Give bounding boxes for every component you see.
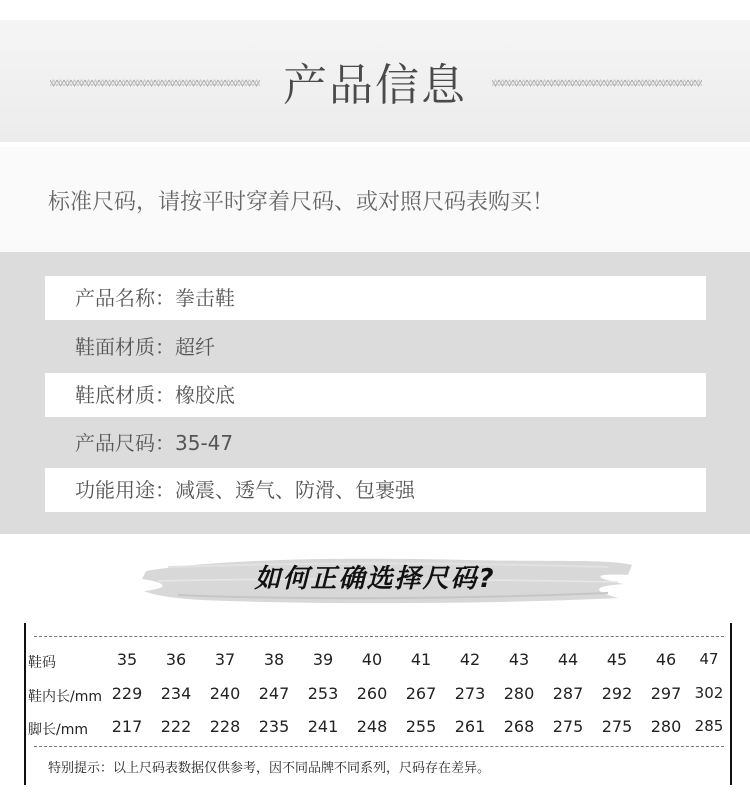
size-cell: 47 [699,650,719,668]
size-cell: 240 [209,684,241,703]
size-cell: 255 [405,717,437,736]
size-row-label: 鞋码 [28,655,56,671]
size-cell: 280 [650,717,682,736]
info-row-name [45,276,706,320]
size-cell: 248 [356,717,388,736]
size-cell: 40 [361,650,383,669]
size-cell: 42 [459,650,481,669]
info-row-function [45,468,706,512]
size-cell: 297 [650,684,682,703]
size-cell: 45 [606,650,628,669]
size-cell: 287 [552,684,584,703]
info-value: 35-47 [175,431,234,455]
size-cell: 292 [601,684,633,703]
info-row-size-range [45,421,706,465]
size-cell: 275 [601,717,633,736]
size-cell: 241 [307,717,339,736]
size-cell: 44 [557,650,579,669]
page-title: 产品信息 [283,60,467,111]
table-divider-bottom [34,746,724,747]
size-cell: 302 [694,684,724,702]
size-cell: 41 [410,650,432,669]
info-value: 减震、透气、防滑、包裹强 [175,478,415,502]
size-cell: 280 [503,684,535,703]
info-label: 产品名称： [75,286,175,310]
info-label: 鞋底材质： [75,383,175,407]
size-cell: 235 [258,717,290,736]
size-note: 特别提示：以上尺码表数据仅供参考，因不同品牌不同系列，尺码存在差异。 [48,761,491,776]
size-cell: 234 [160,684,192,703]
table-frame-right [730,623,732,785]
intro-text: 标准尺码，请按平时穿着尺码、或对照尺码表购买！ [48,190,555,215]
size-cell: 46 [655,650,677,669]
size-cell: 273 [454,684,486,703]
decorative-line-right [492,79,702,87]
size-cell: 268 [503,717,535,736]
size-cell: 228 [209,717,241,736]
size-cell: 35 [116,650,138,669]
size-cell: 43 [508,650,530,669]
size-cell: 261 [454,717,486,736]
size-cell: 36 [165,650,187,669]
size-cell: 247 [258,684,290,703]
size-cell: 222 [160,717,192,736]
size-cell: 285 [694,717,724,735]
info-row-sole-material [45,373,706,417]
info-value: 拳击鞋 [175,286,235,310]
info-label: 鞋面材质： [75,335,175,359]
info-value: 橡胶底 [175,383,235,407]
info-label: 产品尺码： [75,431,175,455]
size-cell: 229 [111,684,143,703]
info-label: 功能用途： [75,478,175,502]
size-cell: 253 [307,684,339,703]
info-row-upper-material [45,325,706,369]
size-cell: 267 [405,684,437,703]
size-cell: 217 [111,717,143,736]
size-guide-heading: 如何正确选择尺码? [254,564,496,594]
info-value: 超纤 [175,335,215,359]
table-divider-top [34,636,724,637]
table-frame-left [24,623,26,785]
size-cell: 260 [356,684,388,703]
size-row-label: 鞋内长/mm [28,689,102,705]
size-cell: 275 [552,717,584,736]
size-cell: 39 [312,650,334,669]
size-row-label: 脚长/mm [28,722,88,738]
size-cell: 38 [263,650,285,669]
size-cell: 37 [214,650,236,669]
